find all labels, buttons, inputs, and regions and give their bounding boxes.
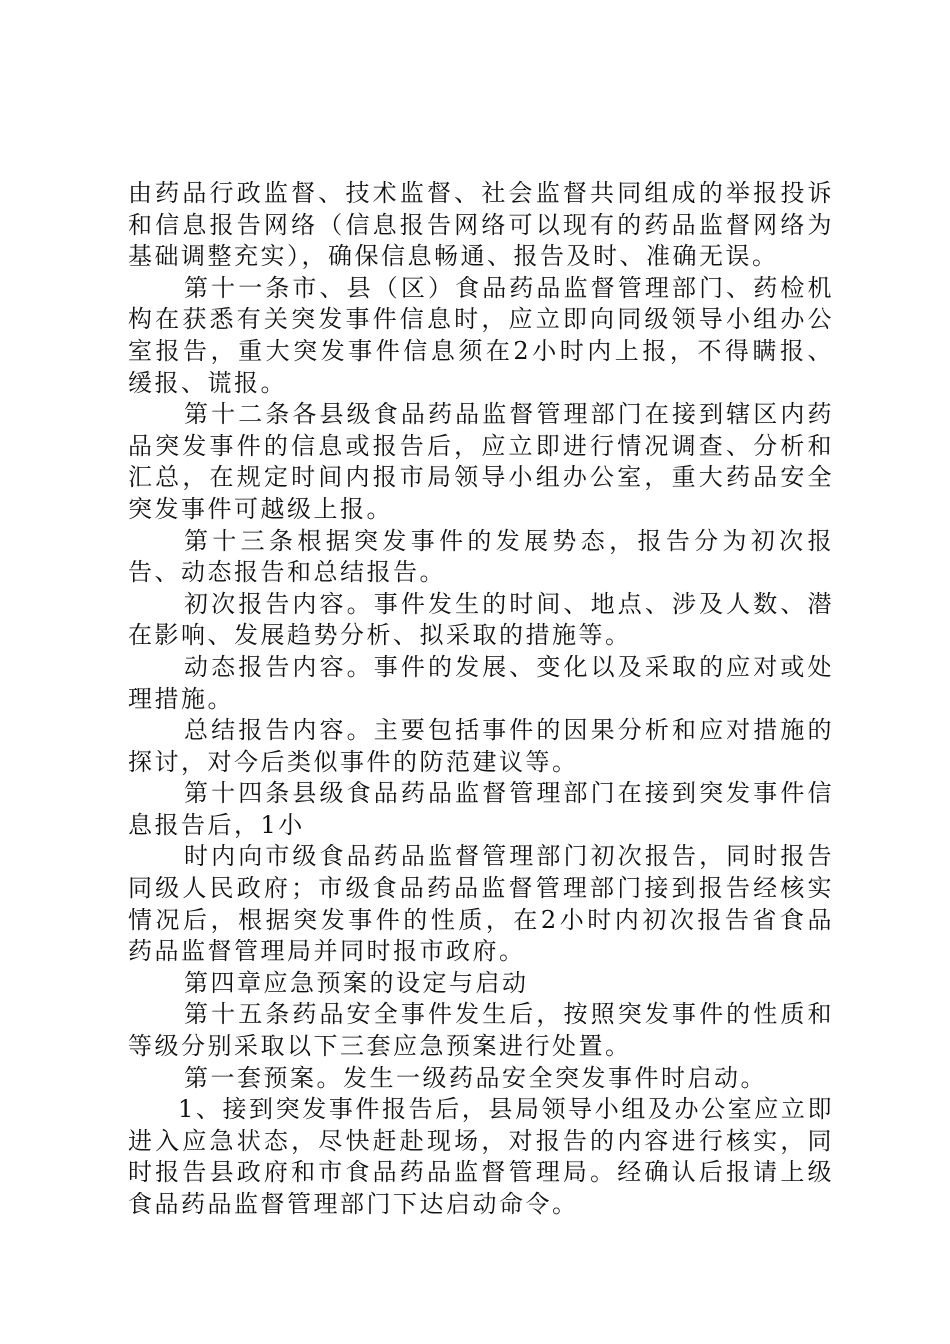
paragraph-article-15: 第十五条药品安全事件发生后，按照突发事件的性质和等级分别采取以下三套应急预案进行处置。 <box>128 1000 834 1061</box>
paragraph-initial-report: 初次报告内容。事件发生的时间、地点、涉及人数、潜在影响、发展趋势分析、拟采取的措施等。 <box>128 589 834 650</box>
paragraph-article-11: 第十一条市、县（区）食品药品监督管理部门、药检机构在获悉有关突发事件信息时，应立即向同级领导小组办公室报告，重大突发事件信息须在2小时内上报，不得瞒报、缓报、谎报。 <box>128 273 834 397</box>
paragraph-summary-report: 总结报告内容。主要包括事件的因果分析和应对措施的探讨，对今后类似事件的防范建议等。 <box>128 716 834 776</box>
paragraph-article-14: 第十四条县级食品药品监督管理部门在接到突发事件信息报告后，1小 <box>128 779 834 839</box>
chapter-heading-4: 第四章应急预案的设定与启动 <box>184 968 529 997</box>
paragraph-dynamic-report: 动态报告内容。事件的发展、变化以及采取的应对或处理措施。 <box>128 652 834 713</box>
paragraph-report-network: 由药品行政监督、技术监督、社会监督共同组成的举报投诉和信息报告网络（信息报告网络可以现有的药品监督网络为基础调整充实），确保信息畅通、报告及时、准确无误。 <box>128 179 834 271</box>
paragraph-article-13: 第十三条根据突发事件的发展势态，报告分为初次报告、动态报告和总结报告。 <box>128 526 834 587</box>
paragraph-plan-one-step-1: 1、接到突发事件报告后，县局领导小组及办公室应立即进入应急状态，尽快赶赴现场，对报告的内容进行核实，同时报告县政府和市食品药品监督管理局。经确认后报请上级食品药品监督管理部门下达启动命令。 <box>128 1095 834 1218</box>
paragraph-plan-one: 第一套预案。发生一级药品安全突发事件时启动。 <box>184 1063 767 1092</box>
paragraph-article-14-continued: 时内向市级食品药品监督管理部门初次报告，同时报告同级人民政府；市级食品药品监督管理部门接到报告经核实情况后，根据突发事件的性质，在2小时内初次报告省食品药品监督管理局并同时报市政府。 <box>128 842 834 966</box>
document-body <box>128 178 834 1221</box>
paragraph-article-12: 第十二条各县级食品药品监督管理部门在接到辖区内药品突发事件的信息或报告后，应立即进行情况调查、分析和汇总，在规定时间内报市局领导小组办公室，重大药品安全突发事件可越级上报。 <box>128 400 834 523</box>
